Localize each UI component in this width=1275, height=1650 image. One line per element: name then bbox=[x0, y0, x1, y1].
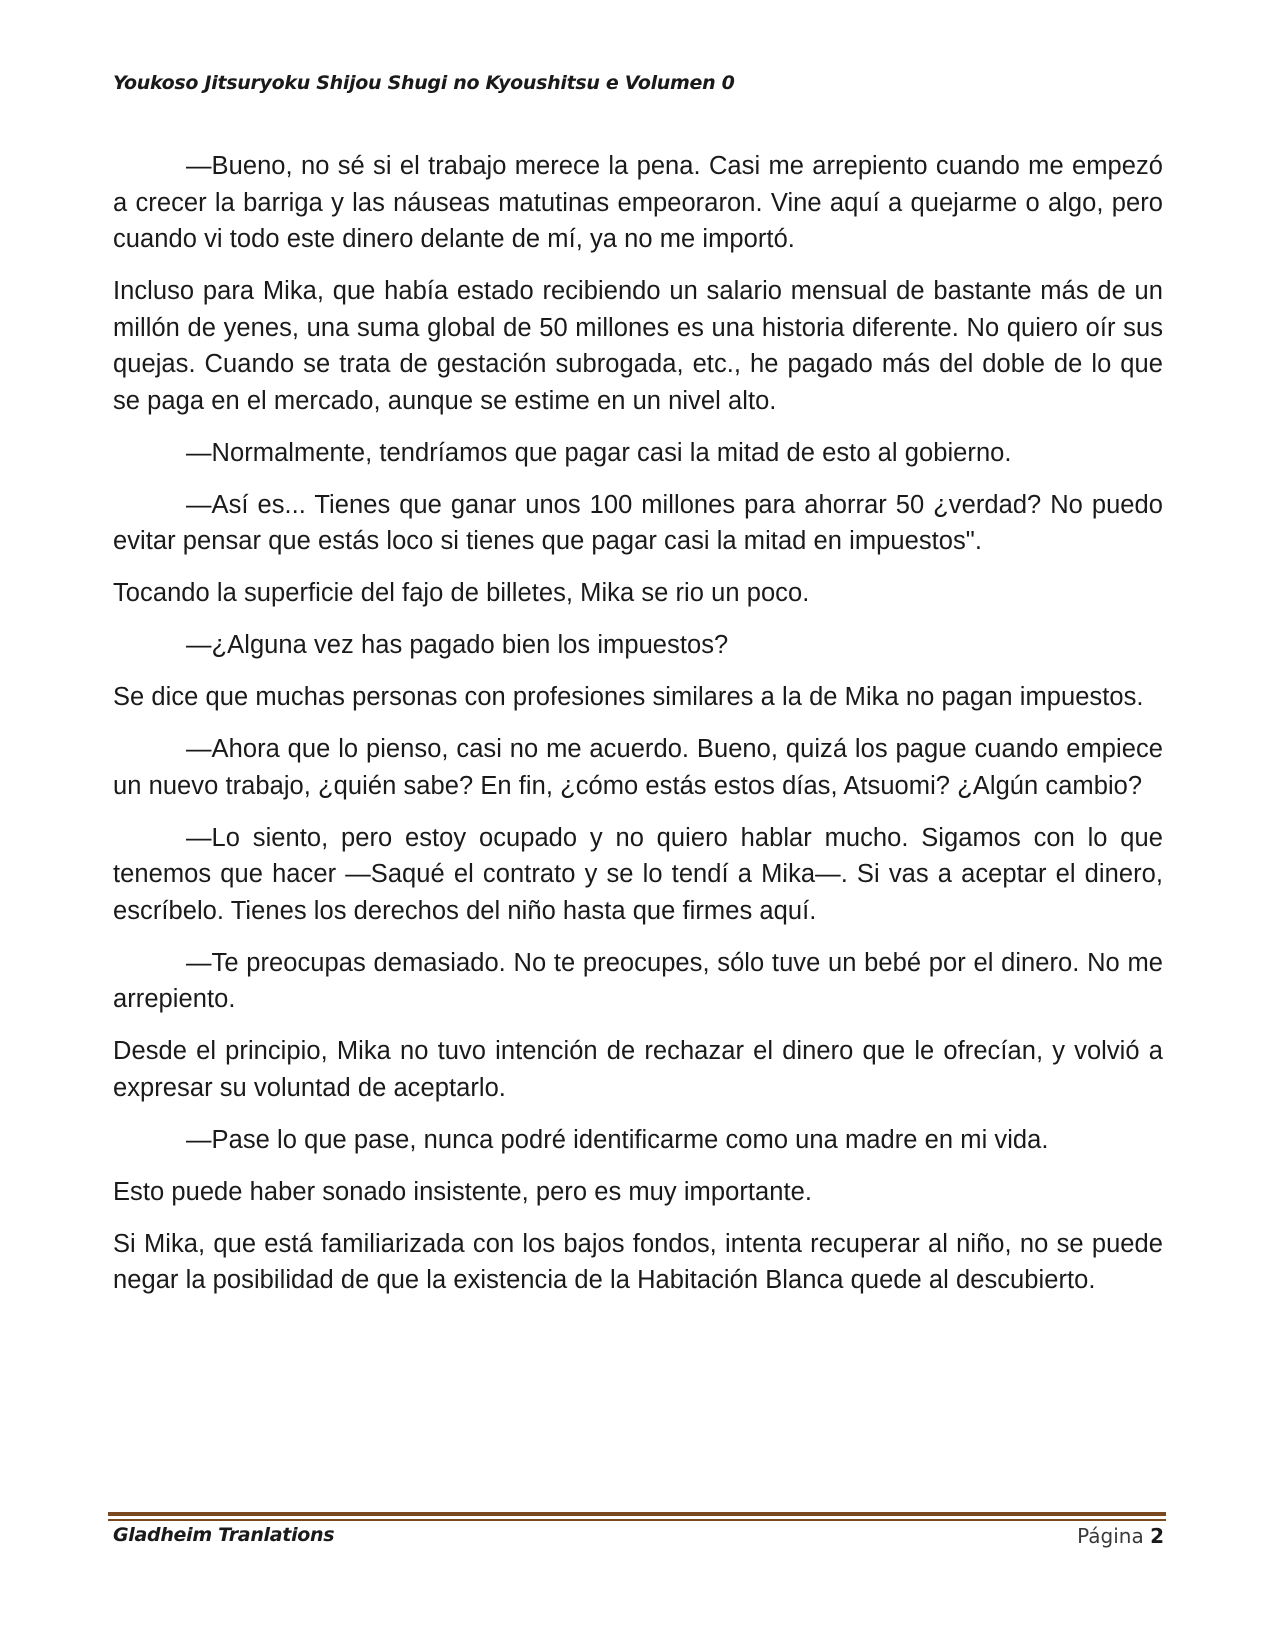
paragraph: Incluso para Mika, que había estado recibiendo un salario mensual de bastante más de un millón de yenes, una suma global de 50 millones es una historia diferente. No quiero oír sus quejas. Cuando se trata de gestación subrogada, etc., he pagado más del doble de lo que se paga en el mercado, aunque se estime en un nivel alto. bbox=[113, 277, 1163, 415]
paragraph: —Así es... Tienes que ganar unos 100 millones para ahorrar 50 ¿verdad? No puedo evitar pensar que estás loco si tienes que pagar casi la mitad en impuestos". bbox=[113, 490, 1163, 555]
paragraph: —Te preocupas demasiado. No te preocupes, sólo tuve un bebé por el dinero. No me arrepiento. bbox=[113, 948, 1163, 1013]
paragraph: Desde el principio, Mika no tuvo intención de rechazar el dinero que le ofrecían, y volvió a expresar su voluntad de aceptarlo. bbox=[113, 1037, 1163, 1102]
footer-divider-thick bbox=[108, 1512, 1166, 1516]
paragraph: Si Mika, que está familiarizada con los bajos fondos, intenta recuperar al niño, no se puede negar la posibilidad de que la existencia de la Habitación Blanca quede al descubierto. bbox=[113, 1229, 1163, 1294]
paragraph: Tocando la superficie del fajo de billetes, Mika se rio un poco. bbox=[113, 579, 810, 607]
footer-divider-thin bbox=[108, 1519, 1166, 1521]
page-number-label bbox=[1077, 1524, 1164, 1548]
paragraph: —Pase lo que pase, nunca podré identificarme como una madre en mi vida. bbox=[186, 1125, 1049, 1154]
page-number: 2 bbox=[1150, 1524, 1164, 1548]
page-body bbox=[113, 148, 1163, 1314]
page-header-title: Youkoso Jitsuryoku Shijou Shugi no Kyoushitsu e Volumen 0 bbox=[113, 72, 735, 94]
paragraph: —Ahora que lo pienso, casi no me acuerdo. Bueno, quizá los pague cuando empiece un nuevo trabajo, ¿quién sabe? En fin, ¿cómo estás estos días, Atsuomi? ¿Algún cambio? bbox=[113, 735, 1163, 800]
footer-credit: Gladheim Tranlations bbox=[113, 1524, 335, 1546]
paragraph: —¿Alguna vez has pagado bien los impuestos? bbox=[186, 631, 729, 659]
paragraph: —Lo siento, pero estoy ocupado y no quiero hablar mucho. Sigamos con lo que tenemos que hacer —Saqué el contrato y se lo tendí a Mika—. Si vas a aceptar el dinero, escríbelo. Tienes los derechos del niño hasta que firmes aquí. bbox=[113, 823, 1163, 925]
paragraph: —Normalmente, tendríamos que pagar casi la mitad de esto al gobierno. bbox=[186, 438, 1012, 467]
paragraph: —Bueno, no sé si el trabajo merece la pena. Casi me arrepiento cuando me empezó a crecer la barriga y las náuseas matutinas empeoraron. Vine aquí a quejarme o algo, pero cuando vi todo este dinero delante de mí, ya no me importó. bbox=[113, 152, 1163, 253]
paragraph: Se dice que muchas personas con profesiones similares a la de Mika no pagan impuestos. bbox=[113, 683, 1144, 711]
paragraph: Esto puede haber sonado insistente, pero es muy importante. bbox=[113, 1177, 812, 1206]
page-label: Página bbox=[1077, 1524, 1144, 1548]
